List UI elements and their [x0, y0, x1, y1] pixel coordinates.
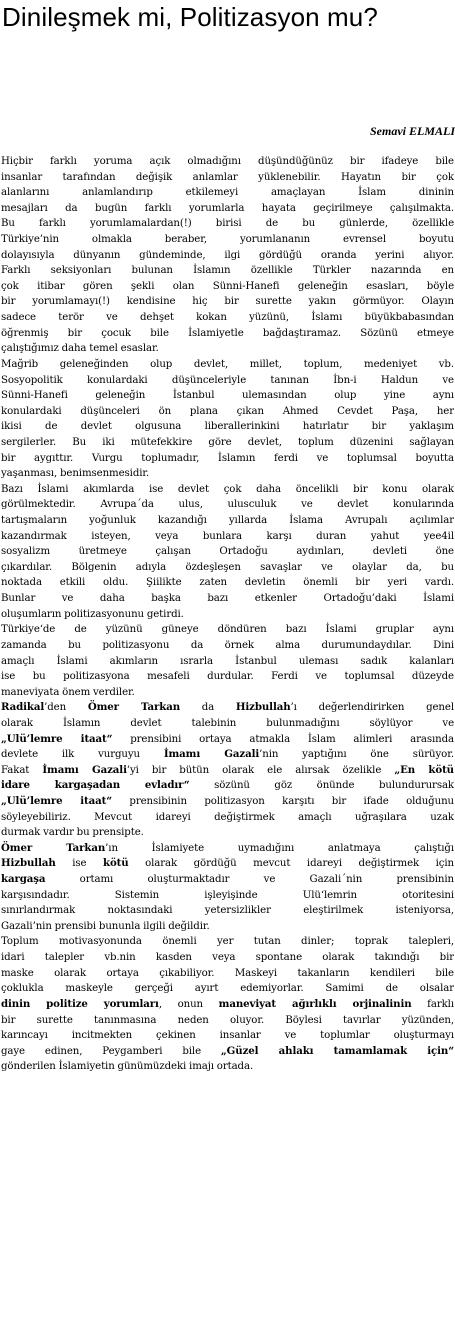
- body-text-run: mesajları da bugün farklı yorumlarla hayata geçirilmeye çalışılmakta.: [1, 202, 454, 214]
- body-text-run: sosyalizm üretmeye çalışan Ortadoğu aydınları, devleti öne: [1, 546, 454, 558]
- body-text-run: maneviyata önem verdiler.: [1, 686, 135, 698]
- body-text-run: çok itibar gören şekli olan Sünni-Hanefi geleneğin esasları, böyle: [1, 280, 454, 292]
- body-text-run: olarak gördüğü mevcut idareyi değiştirmek için: [128, 858, 454, 870]
- body-text-run: prensibini ortaya atmakla İslam alimleri arasında: [112, 733, 454, 745]
- body-line: [1, 560, 454, 576]
- bold-text: Ömer Tarkan: [1, 841, 106, 854]
- body-text-run: devlete ilk vurguyu: [1, 749, 164, 761]
- body-text-run: Hiçbir farklı yoruma açık olmadığını düşündüğünüz bir ifadeye bile: [1, 156, 454, 167]
- body-text-run: Bazı İslami akımlarda ise devlet çok daha öncelikli bir konu olarak: [1, 483, 454, 495]
- body-line: [1, 591, 454, 607]
- body-text-run: yaşanması, benimsenmesidir.: [1, 468, 150, 480]
- bold-text: Hizbullah: [235, 701, 291, 714]
- body-line: [1, 216, 454, 232]
- body-text-run: olarak İslamın devlet talebinin bulunmadığını söylüyor ve: [1, 717, 454, 729]
- body-line: [1, 451, 454, 467]
- body-text-run: öğrenmiş bir çocuk bile İslamiyetle bağdaştıramaz. Sözünü etmeye: [1, 327, 454, 339]
- body-line: [1, 794, 454, 810]
- body-text-run: kazandırmak isteyen, veya bunlara karşı duran yahut yee4il: [1, 530, 454, 542]
- body-text-run: Toplum motivasyonunda önemli yer tutan dinler; toprak talepleri,: [1, 936, 454, 948]
- body-line: [1, 497, 454, 513]
- body-line: [1, 170, 454, 186]
- body-line: [1, 404, 454, 420]
- body-line: [1, 856, 454, 872]
- bold-text: Radikal: [1, 701, 45, 714]
- body-text-run: Bunlar ve daha başka bazı etkenler Ortadoğu’daki İslami: [1, 593, 454, 605]
- body-text-run: Gazali’nin prensibi bununla ilgili değildir.: [1, 920, 210, 932]
- body-line: [1, 310, 454, 326]
- body-line: [1, 341, 454, 357]
- body-text-run: insanlar tarafından değişik anlamlar yüklenebilir. Hayatın bir çok: [1, 171, 454, 183]
- body-text-run: Farklı seksiyonları bulunan İslamın özellikle Türkler nazarında en: [1, 265, 454, 277]
- body-text-run: gönderilen İslamiyetin günümüzdeki imajı ortada.: [1, 1061, 254, 1073]
- body-text-run: ise: [55, 858, 103, 870]
- body-line: [1, 966, 454, 982]
- body-line: [1, 419, 454, 435]
- body-line: [1, 997, 454, 1013]
- body-text-run: Türkiye’nin olmakla beraber, yorumlananın evrensel boyutu: [1, 234, 454, 246]
- body-line: [1, 294, 454, 310]
- body-text-run: bir yorumlamayı(!) kendisine hiç bir surette yakın görmüyor. Olayın: [1, 296, 454, 308]
- body-line: [1, 732, 454, 748]
- body-text-run: ortamı oluşturmaktadır ve Gazali´nin prensibinin: [45, 874, 454, 886]
- body-line: [1, 607, 454, 623]
- body-text-run: dolayısıyla dünyanın gündeminde, ilgi gördüğü oranda yerini alıyor.: [1, 249, 454, 261]
- body-line: [1, 950, 454, 966]
- body-text-run: alanlarını anlamlandırıp etkilemeyi amaçlayan İslam dininin: [1, 187, 454, 199]
- body-text-run: bir surette tanınmasına neden oluyor. Böylesi tavırlar yüzünden,: [1, 1014, 454, 1026]
- body-text-run: oluşumların politizasyonunu getirdi.: [1, 608, 184, 620]
- article-title: Dinileşmek mi, Politizasyon mu?: [2, 2, 378, 32]
- body-text-run: Mağrib geleneğinden olup devlet, millet, toplum, medeniyet vb.: [1, 358, 454, 370]
- body-line: [1, 622, 454, 638]
- body-line: [1, 357, 454, 373]
- body-line: [1, 201, 454, 217]
- body-line: [1, 700, 454, 716]
- body-line: [1, 185, 454, 201]
- bold-text: kargaşa: [1, 873, 46, 886]
- body-text-run: amaçlı İslami akımların ısrarla İstanbul uleması sadık kalanları: [1, 655, 454, 667]
- bold-text: Ömer Tarkan: [87, 701, 180, 714]
- bold-text: dinin politize yorumları: [1, 997, 159, 1010]
- body-text-run: zamanda bu politizasyonu da örnek alma durumundaydılar. Dini: [1, 639, 454, 651]
- body-line: [1, 888, 454, 904]
- body-text-run: Bu farklı yorumlamalardan(!) birisi de bu günlerde, özellikle: [1, 218, 454, 230]
- body-line: [1, 763, 454, 779]
- body-text-run: gaye edinen, Peygamberi bile: [1, 1045, 221, 1057]
- body-line: [1, 841, 454, 857]
- body-line: [1, 654, 454, 670]
- body-line: [1, 638, 454, 654]
- body-text-run: noktada etkili oldu. Şiilikte zaten devletin önemli bir yeri vardı.: [1, 577, 454, 589]
- body-text-run: ’den: [44, 702, 88, 714]
- body-text-run: tartışmaların yoğunluk kazandığı yıllarda İslama Avrupalı açılımlar: [1, 515, 454, 527]
- body-text-run: Fakat: [1, 764, 43, 776]
- body-line: [1, 326, 454, 342]
- body-line: [1, 373, 454, 389]
- body-text-run: konulardaki düşünceleri ön plana çıkan Ahmed Cevdet Paşa, her: [1, 405, 454, 417]
- bold-text: idare kargaşadan evladır“: [1, 779, 190, 792]
- body-text-run: ’yi bir bütün olarak ele alırsak özelikle: [126, 764, 395, 776]
- body-line: [1, 575, 454, 591]
- body-text-run: bir aygıttır. Vurgu toplumadır, İslamın ferdi ve toplumsal boyutta: [1, 452, 454, 464]
- body-text-run: çoklukla maskeyle gerçeği ayırt edemiyorlar. Samimi de olsalar: [1, 983, 454, 995]
- body-text-run: da: [180, 702, 236, 714]
- article-author: Semavi ELMALI: [369, 124, 455, 138]
- body-text-run: , onun: [158, 998, 219, 1010]
- body-text-run: ise bu politizasyona mesafeli durdular. Ferdi ve toplumsal düzeyde: [1, 671, 454, 683]
- body-line: [1, 747, 454, 763]
- body-line: [1, 154, 454, 170]
- body-line: [1, 872, 454, 888]
- body-line: [1, 232, 454, 248]
- body-line: [1, 919, 454, 935]
- body-text-run: durmak vardır bu prensipte.: [1, 827, 144, 839]
- body-line: [1, 1044, 454, 1060]
- body-line: [1, 1013, 454, 1029]
- body-text-run: ikisi de devlet olgusuna liberallerinkini hatırlatır bir yaklaşım: [1, 421, 454, 433]
- body-line: [1, 544, 454, 560]
- body-text-run: sadece terör ve dehşet kokan yüzünü, İslamı büyükbabasından: [1, 312, 454, 324]
- body-text-run: sözünü göz önünde bulundurursak: [189, 780, 454, 792]
- bold-text: İmamı Gazali: [163, 748, 260, 761]
- body-text-run: Sünni-Hanefi geleneğin İstanbul ulemasından olup yine aynı: [1, 390, 454, 402]
- body-line: [1, 685, 454, 701]
- body-line: [1, 248, 454, 264]
- body-text-run: karıncayı incitmekten çekinen insanlar ve toplumlar oluşturmayı: [1, 1030, 454, 1042]
- body-line: [1, 482, 454, 498]
- body-text-run: ’nin yaptığını öne sürüyor.: [259, 749, 454, 761]
- bold-text: İmamı Gazali: [42, 763, 127, 776]
- body-line: [1, 981, 454, 997]
- body-text-run: karşısındadır. Sistemin işleyişinde Ulü‘lemrin otoritesini: [1, 889, 454, 901]
- body-text-run: söyleyebiliriz. Mevcut idareyi değiştirmek amaçlı uğraşılara uzak: [1, 811, 454, 823]
- body-line: [1, 810, 454, 826]
- body-line: [1, 466, 454, 482]
- bold-text: kötü: [102, 857, 129, 870]
- body-line: [1, 513, 454, 529]
- body-text-run: farklı: [411, 998, 454, 1010]
- body-line: [1, 1059, 454, 1075]
- bold-text: „Ulü’lemre itaat“: [1, 732, 113, 745]
- body-line: [1, 825, 454, 841]
- body-line: [1, 716, 454, 732]
- body-line: [1, 388, 454, 404]
- body-text-run: görülmektedir. Avrupa´da ulus, ulusculuk ve devlet konularında: [1, 499, 454, 511]
- body-line: [1, 903, 454, 919]
- body-text-run: Sosyopolitik konulardaki düşünceleriyle tanınan İbn-i Haldun ve: [1, 374, 454, 386]
- bold-text: maneviyat ağırlıklı orjinalinin: [218, 997, 412, 1010]
- body-text-run: maske olarak ortaya çıkabiliyor. Maskeyi takanların kendileri bile: [1, 967, 454, 979]
- bold-text: „Ulü’lemre itaat“: [1, 794, 112, 807]
- article-body: [1, 154, 454, 1075]
- body-text-run: Türkiye‘de de yüzünü güneye döndüren bazı İslami gruplar aynı: [1, 624, 454, 636]
- body-text-run: çıkardılar. Bölgenin adıyla özdeşleşen savaşlar ve olaylar da, bu: [1, 561, 454, 573]
- body-text-run: sınırlandırmak noktasındaki yetersizlikler eleştirilmek isteniyorsa,: [1, 905, 454, 917]
- body-line: [1, 263, 454, 279]
- body-text-run: ’ı değerlendirirken genel: [290, 702, 454, 714]
- bold-text: Hizbullah: [1, 857, 56, 870]
- body-line: [1, 778, 454, 794]
- body-text-run: idari talepler vb.nin kasden veya spontane olarak takındığı bir: [1, 952, 454, 964]
- bold-text: „En kötü: [394, 763, 454, 776]
- body-line: [1, 435, 454, 451]
- body-line: [1, 279, 454, 295]
- body-text-run: sergilerler. Bu iki mütefekkire göre devlet, toplum düzenini sağlayan: [1, 436, 454, 448]
- bold-text: „Güzel ahlakı tamamlamak için“: [220, 1044, 454, 1057]
- body-text-run: prensibinin politizasyon karşıtı bir ifade olduğunu: [112, 795, 454, 807]
- body-line: [1, 529, 454, 545]
- body-text-run: ’ın İslamiyete uymadığını anlatmaya çalıştığı: [105, 842, 454, 854]
- body-line: [1, 1028, 454, 1044]
- body-line: [1, 669, 454, 685]
- body-text-run: çalıştığımız daha temel esaslar.: [1, 343, 159, 355]
- body-line: [1, 934, 454, 950]
